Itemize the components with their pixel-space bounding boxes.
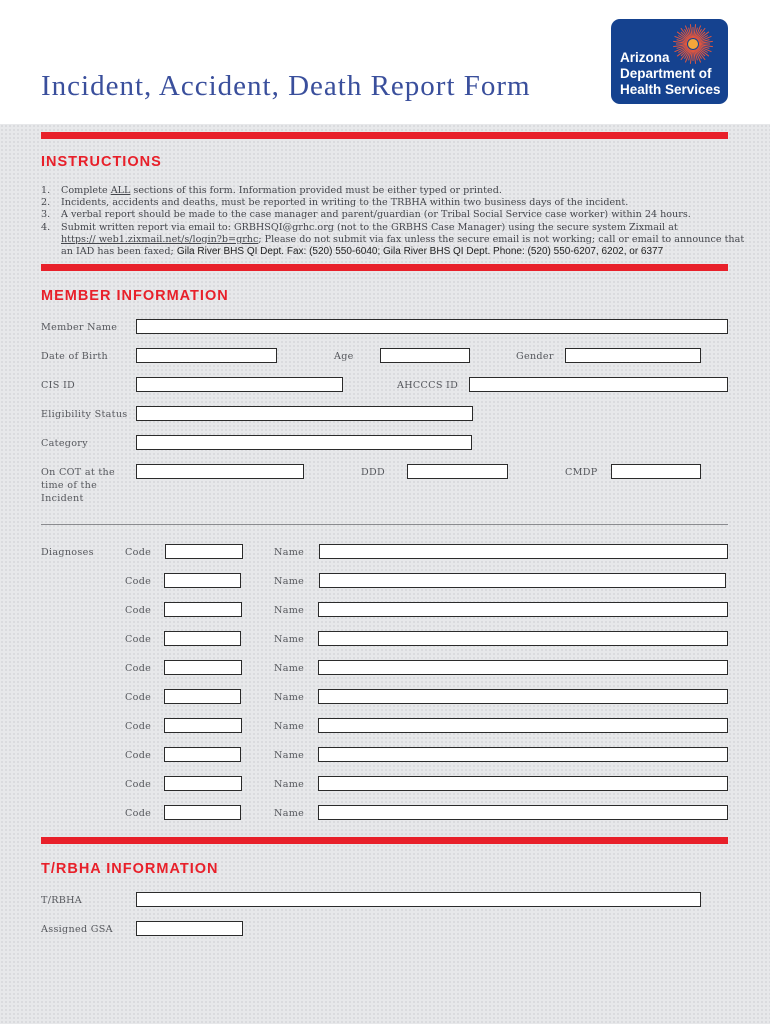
diagnosis-name-field[interactable]: [318, 631, 728, 646]
adhs-logo: [611, 19, 728, 104]
diagnosis-code-label: Code: [125, 605, 152, 616]
logo-text-line-1: Arizona: [620, 50, 670, 65]
cot-label: On COT at the time of the Incident: [41, 467, 115, 504]
instruction-item-2: 2. Incidents, accidents and deaths, must be reported in writing to the TRBHA within two business days of the incident.: [41, 197, 629, 209]
diagnosis-name-field[interactable]: [318, 776, 728, 791]
diagnosis-name-label: Name: [274, 663, 305, 674]
gender-label: Gender: [516, 351, 554, 362]
ahcccs-id-label: AHCCCS ID: [397, 380, 459, 391]
contact-info: Gila River BHS QI Dept. Fax: (520) 550-6040; Gila River BHS QI Dept. Phone: (520) 550-6207, 6202, or 6377: [176, 246, 664, 258]
eligibility-status-field[interactable]: [136, 406, 473, 421]
cmdp-field[interactable]: [611, 464, 701, 479]
diagnosis-name-label: Name: [274, 779, 305, 790]
diagnosis-name-label: Name: [274, 547, 305, 558]
instructions-list: [41, 185, 745, 258]
trbha-label: T/RBHA: [41, 895, 82, 906]
member-information-heading: MEMBER INFORMATION: [41, 288, 229, 304]
cmdp-label: CMDP: [565, 467, 598, 478]
form-title: Incident, Accident, Death Report Form: [41, 70, 531, 102]
diagnosis-code-field[interactable]: [164, 718, 242, 733]
gender-field[interactable]: [565, 348, 701, 363]
diagnosis-code-field[interactable]: [164, 631, 241, 646]
diagnosis-code-label: Code: [125, 634, 152, 645]
cis-id-label: CIS ID: [41, 380, 76, 391]
trbha-information-heading: T/RBHA INFORMATION: [41, 861, 219, 877]
ddd-field[interactable]: [407, 464, 508, 479]
cis-id-field[interactable]: [136, 377, 343, 392]
diagnosis-code-label: Code: [125, 547, 152, 558]
diagnosis-name-label: Name: [274, 692, 305, 703]
diagnosis-name-label: Name: [274, 750, 305, 761]
diagnosis-code-label: Code: [125, 779, 152, 790]
instruction-item-4: 4. Submit written report via email to: GRBHSQI@grhc.org (not to the GRBHS Case Manager) using the secure system Zixmail at: [41, 221, 678, 233]
diagnosis-code-field[interactable]: [165, 544, 243, 559]
diagnosis-name-label: Name: [274, 634, 305, 645]
instruction-item-3: 3. A verbal report should be made to the case manager and parent/guardian (or Tribal Social Service case worker) within 24 hours.: [41, 209, 691, 221]
section-divider-top: [41, 132, 728, 139]
diagnosis-name-field[interactable]: [318, 602, 728, 617]
diagnosis-code-field[interactable]: [164, 776, 242, 791]
instructions-heading: INSTRUCTIONS: [41, 154, 162, 170]
assigned-gsa-field[interactable]: [136, 921, 243, 936]
section-rule: [41, 524, 728, 525]
ddd-label: DDD: [361, 467, 385, 478]
diagnosis-code-label: Code: [125, 663, 152, 674]
emphasis-all: ALL: [110, 185, 131, 196]
diagnosis-name-field[interactable]: [318, 660, 728, 675]
ahcccs-id-field[interactable]: [469, 377, 728, 392]
diagnosis-name-label: Name: [274, 605, 305, 616]
diagnosis-code-field[interactable]: [164, 747, 241, 762]
diagnosis-name-label: Name: [274, 576, 305, 587]
diagnoses-label: Diagnoses: [41, 547, 94, 558]
zixmail-link[interactable]: https:// web1.zixmail.net/s/login?b=grhc: [61, 233, 259, 245]
category-label: Category: [41, 438, 88, 449]
dob-field[interactable]: [136, 348, 277, 363]
diagnosis-code-field[interactable]: [164, 805, 241, 820]
diagnosis-code-label: Code: [125, 721, 152, 732]
age-field[interactable]: [380, 348, 470, 363]
age-label: Age: [334, 351, 354, 362]
diagnosis-name-field[interactable]: [318, 689, 728, 704]
sunburst-icon: [663, 22, 723, 66]
instruction-item-1: 1. Complete ALL sections of this form. Information provided must be either typed or printed.: [41, 185, 502, 196]
cot-field[interactable]: [136, 464, 304, 479]
page-header: [0, 0, 770, 124]
member-name-label: Member Name: [41, 322, 118, 333]
diagnosis-code-field[interactable]: [164, 602, 242, 617]
diagnosis-code-field[interactable]: [164, 573, 241, 588]
section-divider-trbha: [41, 837, 728, 844]
section-divider-member: [41, 264, 728, 271]
category-field[interactable]: [136, 435, 472, 450]
logo-text-line-2: Department of: [620, 66, 712, 81]
diagnosis-name-field[interactable]: [318, 718, 728, 733]
diagnosis-name-field[interactable]: [318, 747, 728, 762]
diagnosis-code-field[interactable]: [164, 660, 242, 675]
eligibility-status-label: Eligibility Status: [41, 409, 128, 420]
instruction-item-4-contacts: an IAD has been faxed; Gila River BHS QI Dept. Fax: (520) 550-6040; Gila River BHS QI Dept. Phone: (520) 550-6207, 6202, or 6377: [61, 246, 664, 258]
diagnosis-code-label: Code: [125, 576, 152, 587]
diagnosis-name-field[interactable]: [318, 805, 728, 820]
instruction-item-4-cont: https:// web1.zixmail.net/s/login?b=grhc; Please do not submit via fax unless the secure email is not working; call or email to announce that: [61, 233, 745, 245]
diagnosis-name-label: Name: [274, 721, 305, 732]
assigned-gsa-label: Assigned GSA: [41, 924, 113, 935]
diagnosis-name-field[interactable]: [319, 573, 726, 588]
diagnosis-name-field[interactable]: [319, 544, 728, 559]
logo-text-line-3: Health Services: [620, 82, 721, 97]
diagnosis-code-label: Code: [125, 692, 152, 703]
diagnosis-name-label: Name: [274, 808, 305, 819]
member-name-field[interactable]: [136, 319, 728, 334]
trbha-field[interactable]: [136, 892, 701, 907]
diagnosis-code-label: Code: [125, 750, 152, 761]
dob-label: Date of Birth: [41, 351, 109, 362]
diagnosis-code-label: Code: [125, 808, 152, 819]
diagnosis-code-field[interactable]: [164, 689, 241, 704]
